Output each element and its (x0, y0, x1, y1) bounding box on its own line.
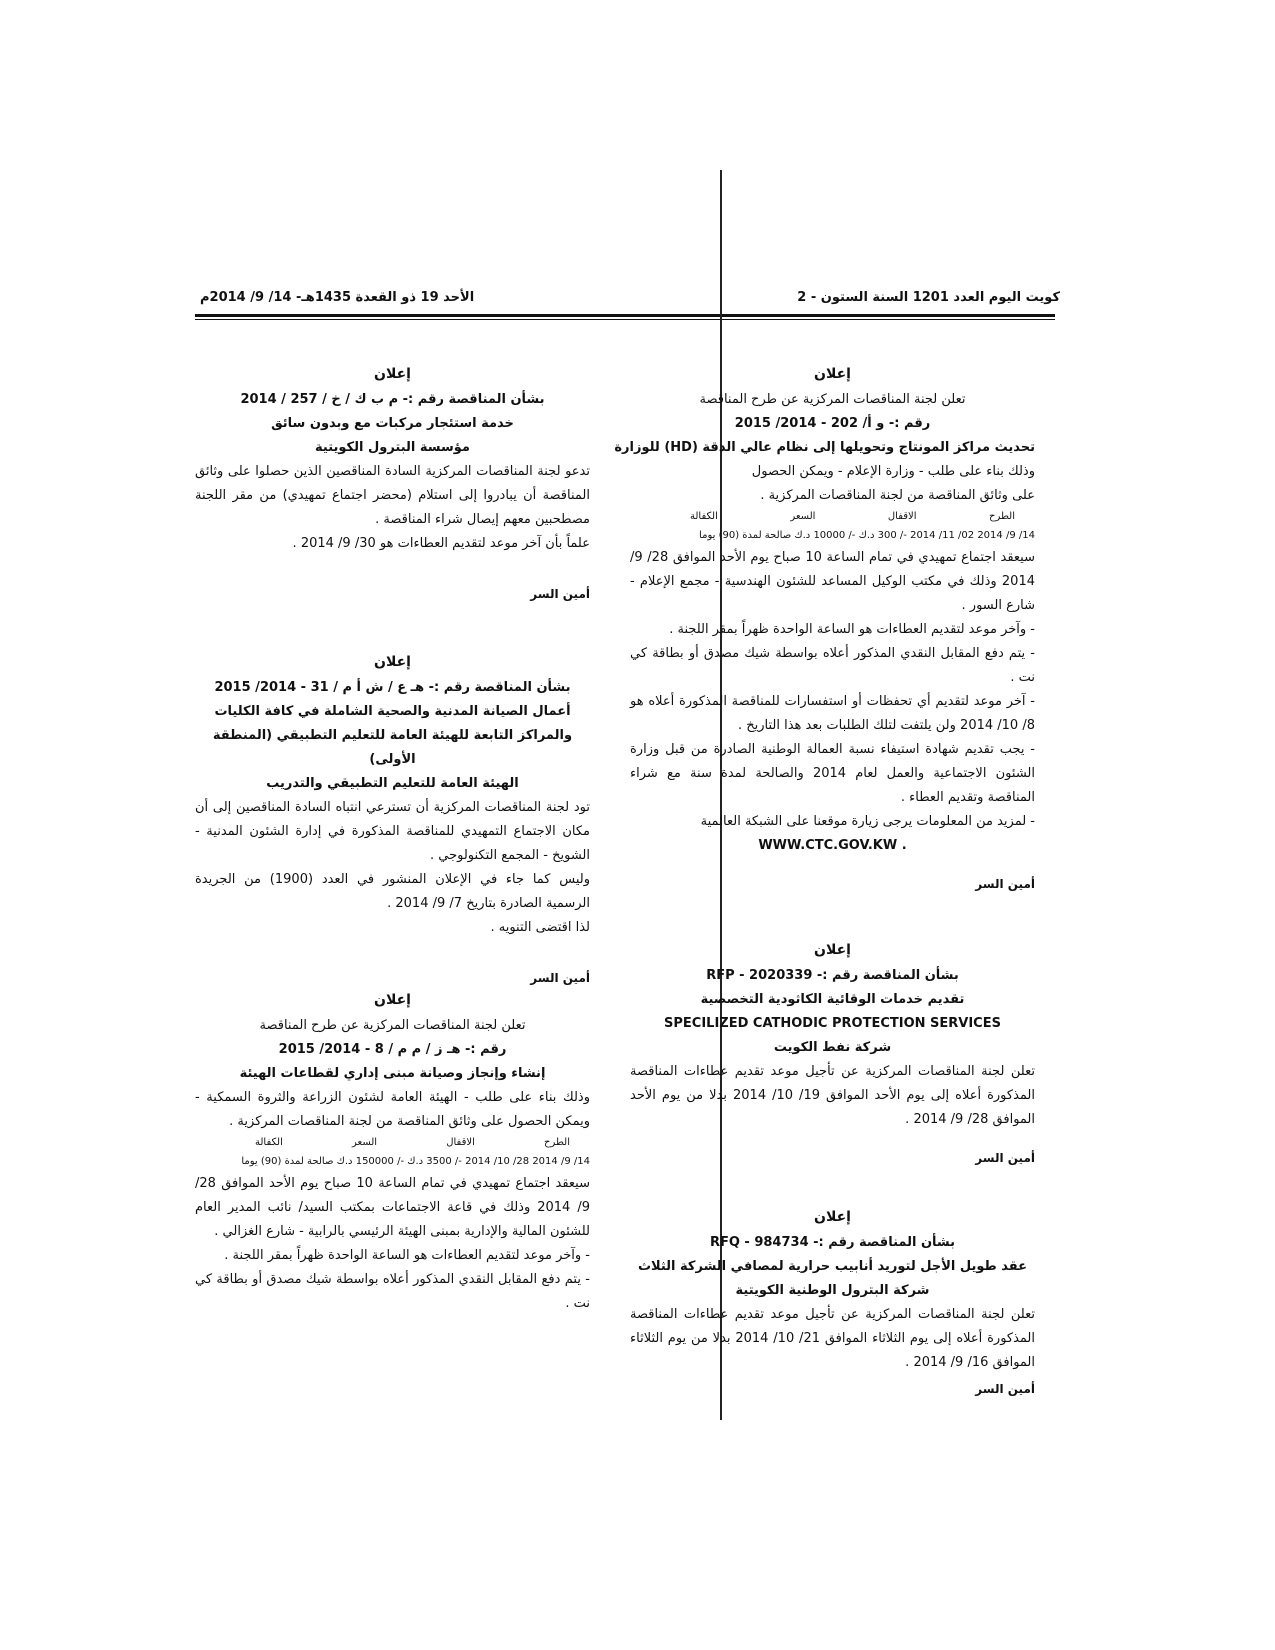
tender-company: مؤسسة البترول الكويتية (315, 440, 470, 455)
announcement-title: إعلان (374, 992, 411, 1008)
tender-subject: خدمة استئجار مركبات مع وبدون سائق (271, 416, 514, 431)
signature: أمين السر (975, 1151, 1035, 1165)
postponement-note: تعلن لجنة المناقصات المركزية عن تأجيل موعد تقديم عطاءات المناقصة المذكورة أعلاه إلى يوم الثلاثاء الموافق 21/ 10/ 2014 بدلا من يوم الثلاثاء الموافق 16/ 9/ 2014 . (630, 1307, 1036, 1370)
announcement-montage-centers (614, 362, 1035, 896)
prebid-meeting: سيعقد اجتماع تمهيدي في تمام الساعة 10 صباح يوم الأحد الموافق 28/ 9/ 2014 وذلك في قاعة الاجتماعات بمكتب السيد/ نائب المدير العام للشئون المالية والإدارية بمبنى الهيئة الرئيسي بالرابية - شارع الغزالي . (195, 1176, 590, 1239)
tender-number: رقم :- هـ ز / م م / 8 - 2014/ 2015 (278, 1042, 507, 1057)
announcement-title: إعلان (374, 366, 411, 382)
deadline-note: - وآخر موعد لتقديم العطاءات هو الساعة الواحدة ظهراً بمقر اللجنة . (669, 622, 1035, 637)
signature: أمين السر (975, 1382, 1035, 1396)
tender-subject: عقد طويل الأجل لتوريد أنابيب حرارية لمصافي الشركة الثلاث (637, 1259, 1028, 1274)
col-offering: الطرح (988, 511, 1015, 522)
announcement-civil-maintenance (195, 650, 590, 990)
website-link[interactable]: WWW.CTC.GOV.KW . (758, 838, 907, 853)
announcement-vehicle-rental (195, 362, 590, 606)
tender-number: بشأن المناقصة رقم :- RFP - 2020339 (706, 968, 959, 983)
tender-number: رقم :- و أ/ 202 - 2014/ 2015 (734, 416, 931, 431)
header-issue: كويت اليوم العدد 1201 السنة الستون - 2 (797, 290, 1060, 305)
signature: أمين السر (530, 971, 590, 985)
announcement-intro: تعلن لجنة المناقصات المركزية عن طرح المناقصة (699, 392, 966, 407)
header-rule-thin (195, 319, 1055, 320)
payment-note: - يتم دفع المقابل النقدي المذكور أعلاه بواسطة شيك مصدق أو بطاقة كي نت . (630, 646, 1035, 685)
col-closing: الاقفال (446, 1137, 475, 1148)
tender-number: بشأن المناقصة رقم :- م ب ك / خ / 257 / 2014 (240, 392, 545, 407)
tender-subject: تحديث مراكز المونتاج وتحويلها إلى نظام عالي الدقة (HD) للوزارة (614, 440, 1035, 455)
correction-closing: لذا اقتضى التنويه . (490, 920, 590, 935)
tender-number: بشأن المناقصة رقم :- RFQ - 984734 (709, 1235, 956, 1250)
tender-table-header (630, 508, 1035, 526)
col-price: السعر (790, 511, 816, 522)
deadline-note: - وآخر موعد لتقديم العطاءات هو الساعة الواحدة ظهراً بمقر اللجنة . (224, 1248, 590, 1263)
tender-requester: وذلك بناء على طلب - وزارة الإعلام - ويمكن الحصول (751, 464, 1035, 479)
announcement-title: إعلان (374, 654, 411, 670)
tender-documents: على وثائق المناقصة من لجنة المناقصات المركزية . (760, 488, 1035, 503)
announcement-title: إعلان (814, 366, 851, 382)
tender-table-row: 14/ 9/ 2014 02/ 11/ 2014 -/ 300 د.ك -/ 10000 د.ك صالحة لمدة (90) يوما (699, 530, 1035, 541)
deadline-note: علماً بأن آخر موعد لتقديم العطاءات هو 30/ 9/ 2014 . (292, 536, 590, 551)
tender-number: بشأن المناقصة رقم :- هـ ع / ش أ م / 31 - 2014/ 2015 (214, 680, 571, 695)
tender-authority: الهيئة العامة للتعليم التطبيقي والتدريب (266, 776, 519, 791)
col-closing: الاقفال (887, 511, 917, 522)
announcement-cathodic-protection (630, 938, 1035, 1170)
col-guarantee: الكفالة (255, 1137, 283, 1148)
prebid-meeting: سيعقد اجتماع تمهيدي في تمام الساعة 10 صباح يوم الأحد الموافق 28/ 9/ 2014 وذلك في مكتب الوكيل المساعد للشئون الهندسية - مجمع الإعلام - شارع السور . (630, 550, 1035, 613)
tender-subject: إنشاء وإنجاز وصيانة مبنى إداري لقطاعات الهيئة (239, 1066, 546, 1081)
tender-company: شركة البترول الوطنية الكويتية (735, 1283, 930, 1298)
tender-company: شركة نفط الكويت (773, 1040, 892, 1055)
correction-text: تود لجنة المناقصات المركزية أن تسترعي انتباه السادة المناقصين إلى أن مكان الاجتماع التمهيدي للمناقصة المذكورة في إدارة الشئون المدنية - الشويخ - المجمع التكنولوجي . (195, 800, 590, 863)
col-offering: الطرح (543, 1137, 570, 1148)
announcement-title: إعلان (814, 942, 851, 958)
col-price: السعر (352, 1137, 378, 1148)
tender-requester: وذلك بناء على طلب - الهيئة العامة لشئون الزراعة والثروة السمكية - ويمكن الحصول على وثائق المناقصة من لجنة المناقصات المركزية . (195, 1090, 590, 1129)
col-guarantee: الكفالة (690, 511, 718, 522)
signature: أمين السر (975, 877, 1035, 891)
correction-reference: وليس كما جاء في الإعلان المنشور في العدد (1900) من الجريدة الرسمية الصادرة بتاريخ 7/ 9/ 2014 . (195, 872, 590, 911)
more-info-note: - لمزيد من المعلومات يرجى زيارة موقعنا على الشبكة العالمية (700, 814, 1035, 829)
announcement-intro: تعلن لجنة المناقصات المركزية عن طرح المناقصة (259, 1018, 526, 1033)
announcement-thermal-tubes (630, 1205, 1035, 1401)
postponement-note: تعلن لجنة المناقصات المركزية عن تأجيل موعد تقديم عطاءات المناقصة المذكورة أعلاه إلى يوم الأحد الموافق 19/ 10/ 2014 بدلا من يوم الأحد الموافق 28/ 9/ 2014 . (630, 1064, 1036, 1127)
tender-table-row: 14/ 9/ 2014 28/ 10/ 2014 -/ 3500 د.ك -/ 150000 د.ك صالحة لمدة (90) يوما (241, 1156, 590, 1167)
tender-subject: تقديم خدمات الوقائية الكاثودية التخصصية (700, 992, 965, 1007)
tender-subject: أعمال الصيانة المدنية والصحية الشاملة في كافة الكليات والمراكز التابعة للهيئة العامة للتعليم التطبيقي (المنطقة الأولى) (212, 704, 573, 767)
payment-note: - يتم دفع المقابل النقدي المذكور أعلاه بواسطة شيك مصدق أو بطاقة كي نت . (195, 1272, 590, 1311)
signature: أمين السر (530, 587, 590, 601)
tender-table-header (195, 1134, 590, 1152)
announcement-admin-building (195, 988, 590, 1316)
header-rule (195, 314, 1055, 317)
announcement-title: إعلان (814, 1209, 851, 1225)
tender-subject-english: SPECILIZED CATHODIC PROTECTION SERVICES (664, 1016, 1001, 1031)
inquiries-note: - آخر موعد لتقديم أي تحفظات أو استفسارات للمناقصة المذكورة أعلاه هو 8/ 10/ 2014 ولن يلتفت لتلك الطلبات بعد هذا التاريخ . (630, 694, 1035, 733)
labor-certificate-note: - يجب تقديم شهادة استيفاء نسبة العمالة الوطنية الصادرة من قبل وزارة الشئون الاجتماعية والعمل لعام 2014 والصالحة لمدة سنة مع شراء المناقصة وتقديم العطاء . (630, 742, 1035, 805)
invitation-text: تدعو لجنة المناقصات المركزية السادة المناقصين الذين حصلوا على وثائق المناقصة أن يبادروا إلى استلام (محضر اجتماع تمهيدي) من مقر اللجنة مصطحبين معهم إيصال شراء المناقصة . (195, 464, 590, 527)
header-date: الأحد 19 ذو القعدة 1435هـ- 14/ 9/ 2014م (200, 290, 475, 305)
